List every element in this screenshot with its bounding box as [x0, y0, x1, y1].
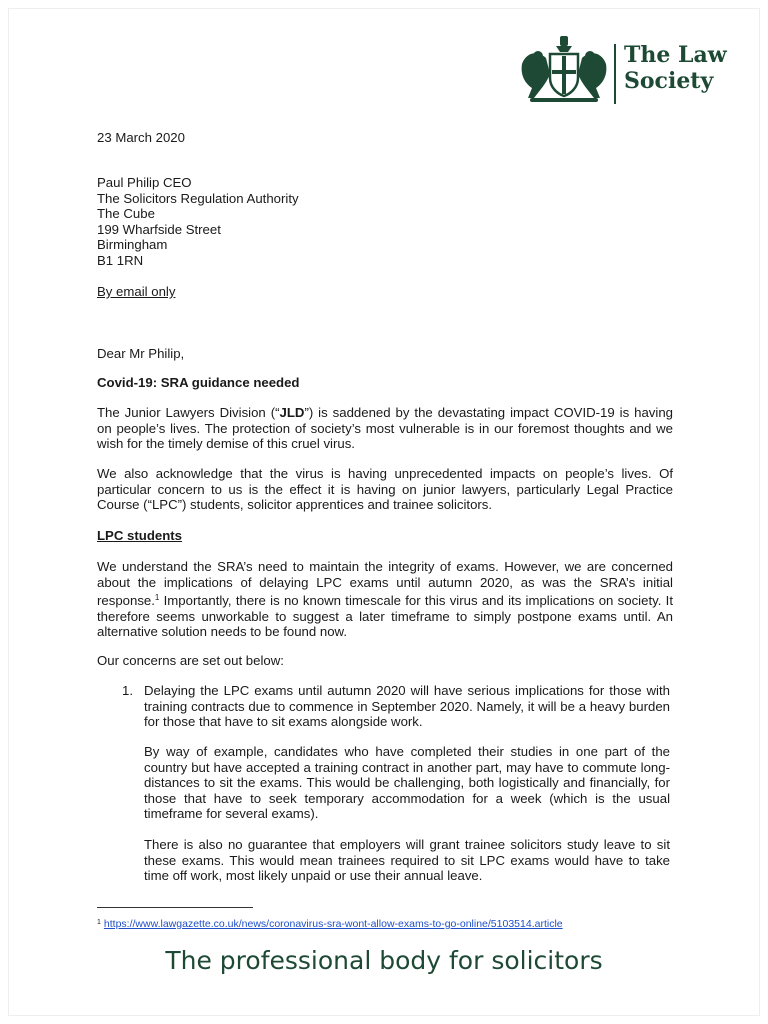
paragraph-text: ”) is saddened by the devastating impact COVID-19 is having on people’s lives. The protection of society’s most vulnerable is in our foremost thoughts and we wish for the timely demise of this cruel virus.	[97, 405, 673, 452]
salutation: Dear Mr Philip,	[97, 346, 185, 361]
delivery-note: By email only	[97, 284, 176, 299]
letter-date: 23 March 2020	[97, 130, 185, 145]
address-line: Paul Philip CEO	[97, 175, 192, 190]
logo-divider	[614, 44, 616, 104]
footnote	[97, 916, 563, 931]
address-line: The Solicitors Regulation Authority	[97, 190, 299, 206]
list-item-text: Delaying the LPC exams until autumn 2020 will have serious implications for those with training contracts due to commence in September 2020. Namely, it will be a heavy burden for those that have to sit exams alongside work.	[144, 683, 670, 730]
recipient-address	[97, 175, 673, 269]
law-society-logo	[516, 34, 746, 106]
paragraph-text: We understand the SRA’s need to maintain the integrity of exams. However, we are concerned about the implications of delaying LPC exams until autumn 2020, as was the SRA’s initial response.	[97, 559, 673, 609]
logo-line-1: The Law	[624, 42, 727, 68]
list-number: 1.	[122, 683, 133, 698]
address-line: The Cube	[97, 206, 155, 222]
logo-wordmark	[624, 42, 727, 94]
footnote-marker: 1	[97, 919, 101, 926]
coat-of-arms-icon	[516, 34, 612, 106]
footnote-reference[interactable]: 1	[154, 593, 160, 603]
list-sub-paragraph: By way of example, candidates who have completed their studies in one part of the country but have accepted a training contract in another part, may have to commute long-distances to sit the exams. This would be challenging, both logistically and financially, for those that have to seek temporary accommodation for a week (which is the usual timeframe for several exams).	[144, 744, 670, 822]
address-line: B1 1RN	[97, 252, 144, 268]
section-heading: LPC students	[97, 528, 182, 543]
paragraph-lpc	[97, 559, 673, 640]
list-sub-paragraph: There is also no guarantee that employers will grant trainee solicitors study leave to sit these exams. This would mean trainees required to sit LPC exams would have to take time off work, most likely unpaid or use their annual leave.	[144, 837, 670, 884]
paragraph-text: The Junior Lawyers Division (“	[97, 405, 280, 420]
footer-tagline: The professional body for solicitors	[165, 946, 603, 975]
paragraph-text: Importantly, there is no known timescale for this virus and its implications on society. It therefore seems unworkable to suggest a later timeframe to simply postpone exams until. An alternative solution needs to be found now.	[97, 593, 673, 640]
concerns-intro: Our concerns are set out below:	[97, 653, 284, 668]
footnote-divider	[97, 907, 253, 908]
footnote-link[interactable]: https://www.lawgazette.co.uk/news/coronavirus-sra-wont-allow-exams-to-go-online/5103514.article	[103, 918, 563, 930]
letter-subject: Covid-19: SRA guidance needed	[97, 375, 300, 390]
paragraph-intro	[97, 405, 673, 452]
jld-abbreviation: JLD	[279, 405, 305, 420]
paragraph-concern: We also acknowledge that the virus is having unprecedented impacts on people’s lives. Of particular concern to us is the effect it is having on junior lawyers, particularly Legal Practice Course (“LPC”) students, solicitor apprentices and trainee solicitors.	[97, 466, 673, 513]
address-line: Birmingham	[97, 237, 168, 253]
logo-line-2: Society	[624, 68, 714, 94]
address-line: 199 Wharfside Street	[97, 221, 221, 237]
